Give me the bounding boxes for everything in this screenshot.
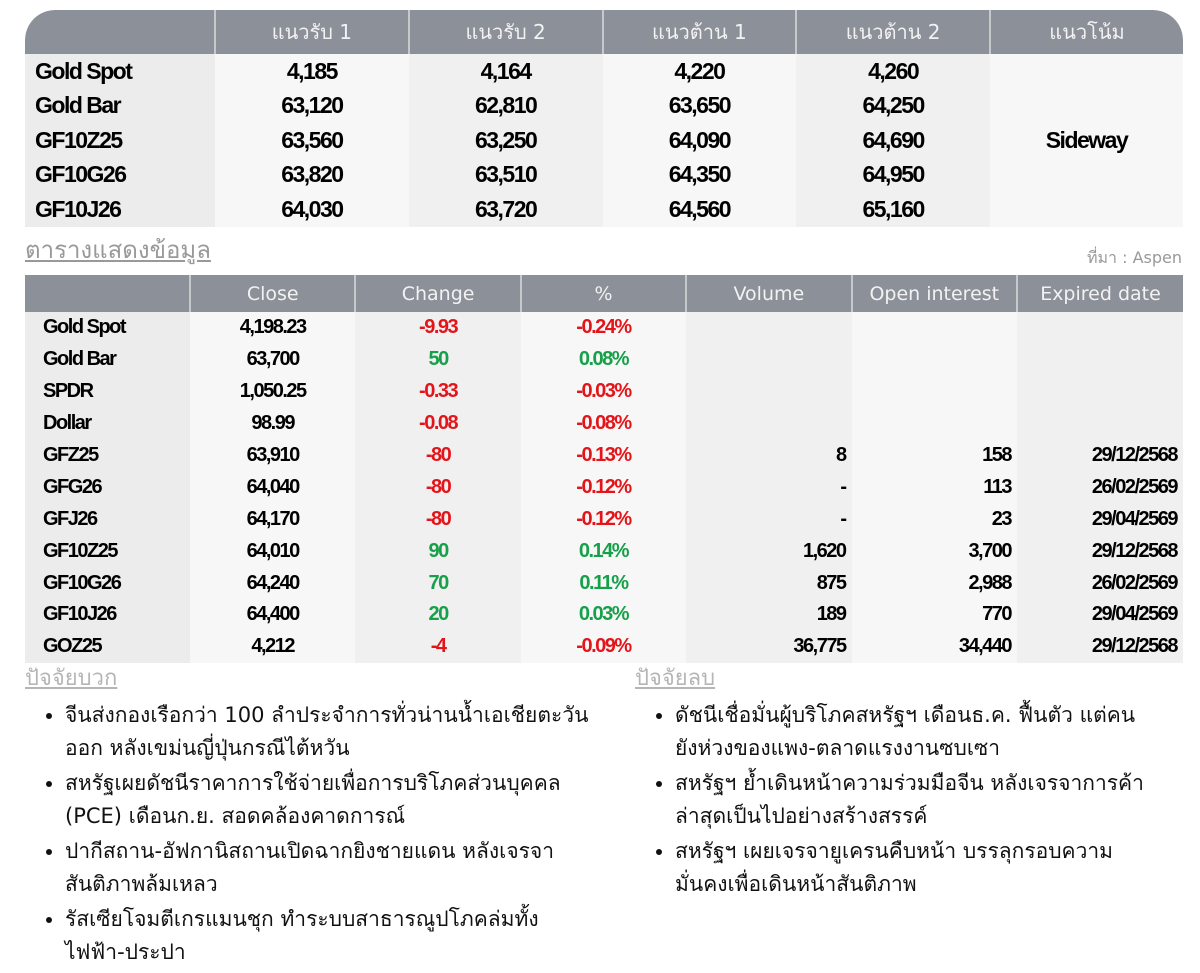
levels-header: แนวโน้ม	[990, 10, 1183, 54]
table-row	[25, 54, 1183, 89]
open-interest-value: 3,700	[852, 535, 1017, 567]
open-interest-value	[852, 312, 1017, 344]
expired-date: 26/02/2569	[1017, 471, 1183, 503]
close-value: 64,010	[190, 535, 355, 567]
level-value: 63,820	[215, 158, 409, 193]
levels-header	[25, 10, 215, 54]
instrument-name: Gold Bar	[25, 344, 190, 376]
volume-value: 1,620	[686, 535, 851, 567]
table-row	[25, 599, 1183, 631]
open-interest-value: 158	[852, 440, 1017, 472]
levels-header: แนวต้าน 1	[603, 10, 797, 54]
instrument-name: Dollar	[25, 408, 190, 440]
volume-value: 36,775	[686, 631, 851, 663]
table-row	[25, 376, 1183, 408]
level-value: 64,250	[796, 89, 990, 124]
open-interest-value: 34,440	[852, 631, 1017, 663]
change-value: -4	[355, 631, 520, 663]
expired-date: 29/04/2569	[1017, 503, 1183, 535]
negative-factors	[635, 660, 1155, 903]
close-value: 4,212	[190, 631, 355, 663]
change-value: 20	[355, 599, 520, 631]
level-value: 64,690	[796, 123, 990, 158]
market-header	[25, 275, 190, 312]
change-value: -0.08	[355, 408, 520, 440]
open-interest-value	[852, 376, 1017, 408]
percent-value: 0.03%	[521, 599, 686, 631]
level-value: 64,090	[603, 123, 797, 158]
level-value: 64,950	[796, 158, 990, 193]
change-value: 50	[355, 344, 520, 376]
expired-date	[1017, 408, 1183, 440]
level-value: 62,810	[409, 89, 603, 124]
instrument-name: Gold Spot	[25, 54, 215, 89]
percent-value: -0.13%	[521, 440, 686, 472]
percent-value: 0.11%	[521, 567, 686, 599]
change-value: 70	[355, 567, 520, 599]
volume-value	[686, 344, 851, 376]
expired-date: 26/02/2569	[1017, 567, 1183, 599]
instrument-name: GOZ25	[25, 631, 190, 663]
positive-factors	[25, 660, 595, 971]
level-value: 63,650	[603, 89, 797, 124]
source-label: ที่มา : Aspen	[1086, 248, 1182, 267]
open-interest-value	[852, 344, 1017, 376]
market-header: Close	[190, 275, 355, 312]
volume-value: 875	[686, 567, 851, 599]
positive-factors-title: ปัจจัยบวก	[25, 666, 118, 691]
close-value: 4,198.23	[190, 312, 355, 344]
change-value: 90	[355, 535, 520, 567]
volume-value	[686, 376, 851, 408]
level-value: 64,560	[603, 192, 797, 227]
volume-value: -	[686, 503, 851, 535]
instrument-name: GFG26	[25, 471, 190, 503]
volume-value	[686, 312, 851, 344]
expired-date: 29/12/2568	[1017, 440, 1183, 472]
instrument-name: SPDR	[25, 376, 190, 408]
levels-header: แนวต้าน 2	[796, 10, 990, 54]
volume-value: 8	[686, 440, 851, 472]
level-value: 63,510	[409, 158, 603, 193]
market-header: %	[521, 275, 686, 312]
table-row	[25, 471, 1183, 503]
level-value: 64,030	[215, 192, 409, 227]
positive-factor-item: • รัสเซียโจมตีเกรแมนชุก ทำระบบสาธารณูปโภคล่มทั้งไฟฟ้า-ประปา	[65, 903, 595, 969]
close-value: 64,240	[190, 567, 355, 599]
market-header: Expired date	[1017, 275, 1183, 312]
open-interest-value: 113	[852, 471, 1017, 503]
close-value: 64,400	[190, 599, 355, 631]
expired-date	[1017, 344, 1183, 376]
instrument-name: GFZ25	[25, 440, 190, 472]
close-value: 63,700	[190, 344, 355, 376]
level-value: 63,250	[409, 123, 603, 158]
negative-factor-item: • ดัชนีเชื่อมั่นผู้บริโภคสหรัฐฯ เดือนธ.ค. ฟื้นตัว แต่คนยังห่วงของแพง-ตลาดแรงงานซบเซา	[675, 699, 1155, 765]
close-value: 1,050.25	[190, 376, 355, 408]
open-interest-value	[852, 408, 1017, 440]
expired-date	[1017, 376, 1183, 408]
section-title: ตารางแสดงข้อมูล	[25, 236, 211, 264]
change-value: -80	[355, 471, 520, 503]
close-value: 64,040	[190, 471, 355, 503]
instrument-name: Gold Bar	[25, 89, 215, 124]
percent-value: 0.08%	[521, 344, 686, 376]
percent-value: -0.03%	[521, 376, 686, 408]
close-value: 98.99	[190, 408, 355, 440]
positive-factor-item: • ปากีสถาน-อัฟกานิสถานเปิดฉากยิงชายแดน หลังเจรจาสันติภาพล้มเหลว	[65, 835, 595, 901]
percent-value: -0.12%	[521, 471, 686, 503]
percent-value: -0.24%	[521, 312, 686, 344]
open-interest-value: 23	[852, 503, 1017, 535]
expired-date: 29/12/2568	[1017, 535, 1183, 567]
table-row	[25, 631, 1183, 663]
level-value: 63,720	[409, 192, 603, 227]
level-value: 4,260	[796, 54, 990, 89]
level-value: 64,350	[603, 158, 797, 193]
positive-factor-item: • สหรัฐเผยดัชนีราคาการใช้จ่ายเพื่อการบริโภคส่วนบุคคล (PCE) เดือนก.ย. สอดคล้องคาดการณ์	[65, 767, 595, 833]
close-value: 63,910	[190, 440, 355, 472]
market-header: Change	[355, 275, 520, 312]
instrument-name: GF10G26	[25, 158, 215, 193]
percent-value: -0.08%	[521, 408, 686, 440]
table-row	[25, 344, 1183, 376]
negative-factor-item: • สหรัฐฯ เผยเจรจายูเครนคืบหน้า บรรลุกรอบความมั่นคงเพื่อเดินหน้าสันติภาพ	[675, 835, 1155, 901]
instrument-name: GF10G26	[25, 567, 190, 599]
open-interest-value: 2,988	[852, 567, 1017, 599]
table-row	[25, 567, 1183, 599]
instrument-name: Gold Spot	[25, 312, 190, 344]
level-value: 63,120	[215, 89, 409, 124]
level-value: 4,220	[603, 54, 797, 89]
percent-value: 0.14%	[521, 535, 686, 567]
table-row	[25, 440, 1183, 472]
volume-value: 189	[686, 599, 851, 631]
level-value: 4,164	[409, 54, 603, 89]
levels-header: แนวรับ 2	[409, 10, 603, 54]
negative-factors-title: ปัจจัยลบ	[635, 666, 716, 691]
negative-factor-item: • สหรัฐฯ ย้ำเดินหน้าความร่วมมือจีน หลังเจรจาการค้าล่าสุดเป็นไปอย่างสร้างสรรค์	[675, 767, 1155, 833]
open-interest-value: 770	[852, 599, 1017, 631]
change-value: -80	[355, 503, 520, 535]
table-row	[25, 312, 1183, 344]
market-header: Volume	[686, 275, 851, 312]
support-resistance-table	[25, 10, 1183, 227]
percent-value: -0.12%	[521, 503, 686, 535]
instrument-name: GF10Z25	[25, 535, 190, 567]
change-value: -0.33	[355, 376, 520, 408]
market-data-table	[25, 275, 1183, 663]
instrument-name: GF10J26	[25, 599, 190, 631]
table-row	[25, 503, 1183, 535]
expired-date: 29/04/2569	[1017, 599, 1183, 631]
positive-factor-item: • จีนส่งกองเรือกว่า 100 ลำประจำการทั่วน่านน้ำเอเชียตะวันออก หลังเขม่นญี่ปุ่นกรณีไต้หวัน	[65, 699, 595, 765]
market-header: Open interest	[852, 275, 1017, 312]
table-row	[25, 408, 1183, 440]
change-value: -9.93	[355, 312, 520, 344]
instrument-name: GF10Z25	[25, 123, 215, 158]
level-value: 4,185	[215, 54, 409, 89]
close-value: 64,170	[190, 503, 355, 535]
table-row	[25, 535, 1183, 567]
volume-value	[686, 408, 851, 440]
levels-header: แนวรับ 1	[215, 10, 409, 54]
trend-value: Sideway	[990, 54, 1183, 227]
expired-date: 29/12/2568	[1017, 631, 1183, 663]
level-value: 63,560	[215, 123, 409, 158]
volume-value: -	[686, 471, 851, 503]
change-value: -80	[355, 440, 520, 472]
instrument-name: GF10J26	[25, 192, 215, 227]
percent-value: -0.09%	[521, 631, 686, 663]
expired-date	[1017, 312, 1183, 344]
level-value: 65,160	[796, 192, 990, 227]
instrument-name: GFJ26	[25, 503, 190, 535]
